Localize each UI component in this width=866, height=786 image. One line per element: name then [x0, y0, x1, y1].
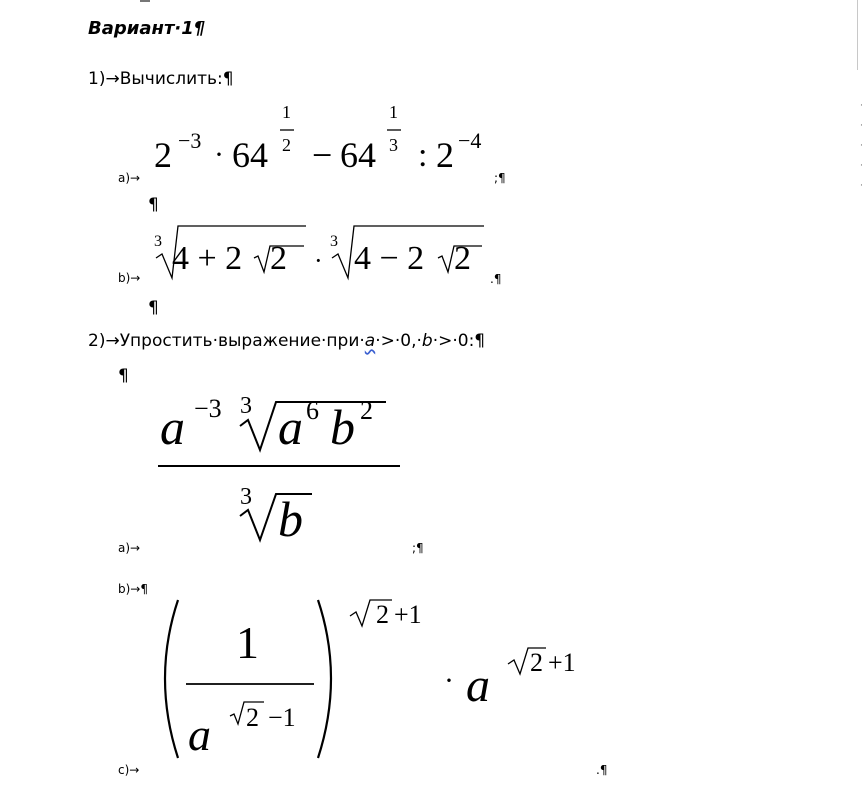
blank-paragraph: ¶: [148, 195, 159, 215]
task2a-num-a-exp: −3: [194, 394, 222, 423]
task1-heading: 1)→Вычислить:¶: [88, 69, 234, 89]
task2c-den-a: a: [188, 709, 211, 760]
task1a-64-second: 64: [340, 135, 376, 175]
task2c-outer-exp-sqrt-sign: [350, 600, 392, 629]
task1b-expr1: 4 + 2: [172, 240, 243, 277]
task2a-num-root-index: 3: [240, 393, 252, 419]
blank-paragraph-3: ¶: [118, 366, 129, 386]
task1b-dot: ·: [314, 246, 323, 275]
task2a-num-rad-b: b: [330, 399, 355, 455]
task1a-base1: 2: [154, 135, 172, 175]
task1a-minus: −: [312, 135, 333, 175]
task2c-outer-exp-sqrt: 2: [376, 600, 389, 629]
right-margin-marks: · · · · ·: [860, 101, 863, 191]
task2a-num-a: a: [160, 399, 185, 455]
task1b-cube-root2-sign: [332, 226, 484, 278]
task1a-colon: :: [418, 137, 428, 174]
task1b-sqrt1-sign: [254, 246, 304, 272]
task1b-root-index2: 3: [330, 233, 338, 250]
task2a-end: ;¶: [412, 541, 424, 555]
task2a-den-rad-b: b: [278, 491, 303, 547]
task1a-frac1-num: 1: [282, 102, 291, 122]
task2c-dot: ·: [444, 664, 454, 697]
blank-paragraph-2: ¶: [148, 298, 159, 318]
task1b-expr2: 4 − 2: [354, 240, 425, 277]
task1a-base2: 2: [436, 135, 454, 175]
task1b-sqrt2-sign: [438, 246, 482, 272]
variable-b: b: [421, 331, 433, 351]
task1a-frac1-den: 2: [282, 135, 291, 155]
task2c-tail-a: a: [466, 659, 490, 712]
task1b-cube-root1-sign: [156, 226, 306, 278]
task2a-num-rad-a: a: [278, 399, 303, 455]
task2c-den-exp-sqrt-sign: [230, 702, 264, 724]
task1a-frac2-num: 1: [389, 102, 398, 122]
task1a-end: ;¶: [494, 171, 506, 185]
task2c-end: .¶: [596, 763, 608, 777]
task2a-num-rad-a-exp: 6: [306, 396, 319, 425]
task2c-tail-exp-sqrt: 2: [530, 648, 543, 677]
task2c-den-exp-rest: −1: [268, 703, 296, 732]
task2c-right-paren: [318, 600, 331, 758]
task2a-label: a)→: [118, 541, 141, 555]
task1a-dot1: ·: [214, 138, 224, 171]
task2a-num-rad-b-exp: 2: [360, 396, 373, 425]
task1a-exp1: −3: [178, 128, 202, 153]
task2c-outer-exp-rest: +1: [394, 600, 422, 629]
task2c-numerator-one: 1: [236, 617, 259, 668]
task1a-64-first: 64: [232, 135, 268, 175]
task2a-den-root-sign: [240, 494, 312, 540]
task2-heading: 2)→Упростить·выражение·при·a·>·0,·b·>·0:¶: [88, 331, 486, 351]
task1b-end: .¶: [490, 272, 502, 286]
task2c-den-exp-sqrt: 2: [246, 703, 259, 732]
variable-a: a: [364, 331, 376, 351]
task2c-tail-exp-rest: +1: [548, 648, 576, 677]
task1a-exp2: −4: [458, 128, 482, 153]
task2c-left-paren: [165, 600, 178, 758]
task2a-den-root-index: 3: [240, 484, 252, 510]
task1b-sqrt1: 2: [270, 240, 287, 277]
task1b-sqrt2: 2: [454, 240, 471, 277]
task2b-label: b)→¶: [118, 582, 148, 596]
task2a-num-root-sign: [240, 399, 386, 455]
task2c-label: c)→: [118, 763, 140, 777]
task1a-frac2-den: 3: [389, 135, 398, 155]
variant-title: Вариант·1¶: [88, 18, 206, 39]
task1b-label: b)→: [118, 271, 141, 285]
task1b-root-index1: 3: [154, 233, 162, 250]
task1a-label: a)→: [118, 171, 141, 185]
task2c-tail-exp-sqrt-sign: [508, 648, 546, 677]
